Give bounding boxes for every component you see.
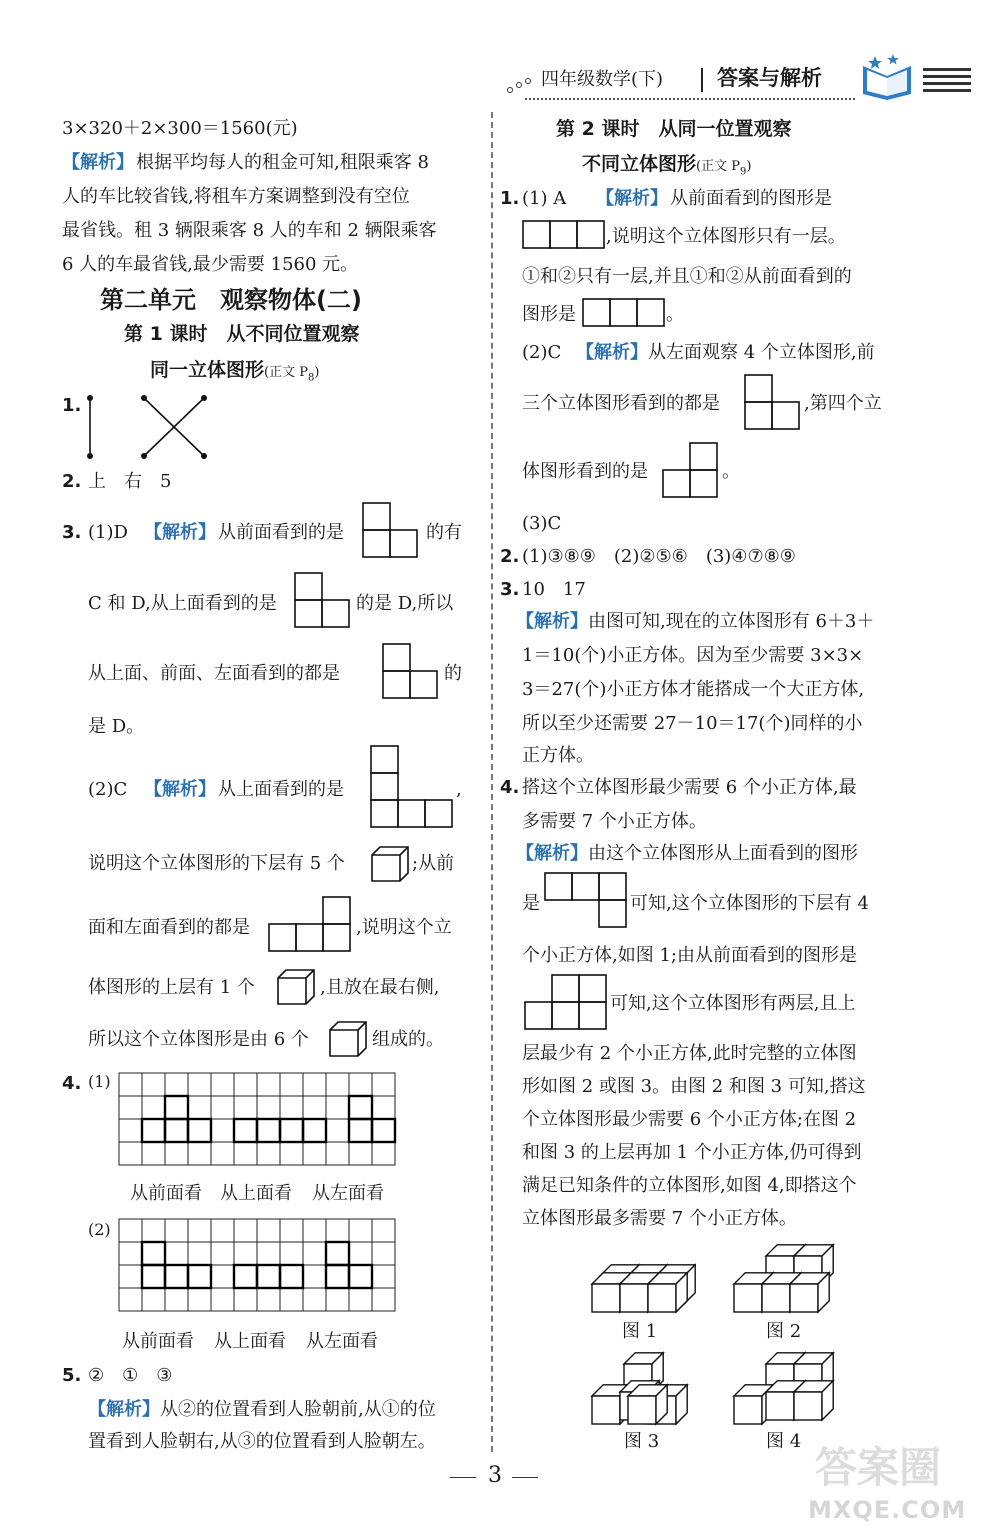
grid-cell xyxy=(142,1142,165,1165)
grid-cell xyxy=(303,1119,326,1142)
lesson1-title: 第 1 课时 从不同位置观察 xyxy=(124,323,360,345)
grid-cell xyxy=(142,1219,165,1242)
grid-cell xyxy=(257,1265,280,1288)
grid-cell xyxy=(257,1073,280,1096)
figure-caption: 图 2 xyxy=(766,1321,802,1342)
analysis-tag: 【解析】 xyxy=(516,843,588,864)
grid-cell xyxy=(165,1219,188,1242)
lesson1-subtitle: 同一立体图形(正文 $P_8$) xyxy=(150,359,320,384)
grid-cell xyxy=(211,1265,234,1288)
grid-cell xyxy=(234,1142,257,1165)
q3-text: 由图可知,现在的立体图形有 6＋3＋ xyxy=(588,611,875,632)
q4-text: 由这个立体图形从上面看到的图形 xyxy=(588,843,858,864)
analysis-tag: 【解析】 xyxy=(516,611,588,632)
grid-answer-cell xyxy=(280,1119,303,1142)
grid-cell xyxy=(234,1096,257,1119)
view-shape-figure xyxy=(524,974,608,1030)
figure-caption: 图 4 xyxy=(766,1431,802,1452)
grid-cell xyxy=(119,1242,142,1265)
q1b-text: 。 xyxy=(722,461,740,482)
grid-answer-cell xyxy=(326,1265,349,1288)
grid-cell xyxy=(303,1242,326,1265)
q3b-text: 面和左面看到的都是 xyxy=(88,917,250,938)
question-number: 3. xyxy=(62,522,82,543)
grid-cell xyxy=(188,1119,211,1142)
q1b-text: 三个立体图形看到的都是 xyxy=(522,393,720,414)
grid-cell xyxy=(211,1219,234,1242)
q4-text: 层最少有 2 个小正方体,此时完整的立体图 xyxy=(522,1043,857,1064)
grid-cell xyxy=(211,1142,234,1165)
grid-cell xyxy=(303,1073,326,1096)
grid-cell xyxy=(257,1096,280,1119)
grid-cell xyxy=(234,1119,257,1142)
q3b-label: (2)C xyxy=(88,779,128,800)
page-header xyxy=(505,60,975,104)
grid-cell xyxy=(234,1288,257,1311)
grid-cell xyxy=(211,1119,234,1142)
grid-answer-cell xyxy=(349,1096,372,1119)
q3b-text: ,且放在最右侧, xyxy=(320,977,440,998)
q3b-text: ,说明这个立 xyxy=(356,917,452,938)
grid-cell xyxy=(119,1142,142,1165)
grid-cell xyxy=(142,1073,165,1096)
lesson2-subtitle: 不同立体图形(正文 $P_9$) xyxy=(582,153,752,178)
view-shape-figure xyxy=(582,298,666,328)
q4-text: 搭这个立体图形最少需要 6 个小正方体,最 xyxy=(522,777,857,798)
book-logo-icon xyxy=(857,54,917,102)
analysis-line: 最省钱。租 3 辆限乘客 8 人的车和 2 辆限乘客 xyxy=(62,220,437,241)
figure-caption: 图 1 xyxy=(622,1321,658,1342)
grid-cell xyxy=(165,1288,188,1311)
grid-cell xyxy=(165,1073,188,1096)
q1a-text: 从前面看到的图形是 xyxy=(670,188,832,209)
figure-3-cubes xyxy=(586,1348,696,1434)
grid-cell xyxy=(326,1265,349,1288)
grid-cell xyxy=(234,1219,257,1242)
grid-cell xyxy=(119,1096,142,1119)
grid-cell xyxy=(326,1073,349,1096)
q3a-text: 的有 xyxy=(426,522,462,543)
q1b-text: 从左面观察 4 个立体图形,前 xyxy=(648,342,875,363)
figure-caption: 图 3 xyxy=(624,1431,660,1452)
grid-label: 从左面看 xyxy=(306,1331,378,1352)
view-shape-figure xyxy=(522,220,606,250)
grid-cell xyxy=(326,1288,349,1311)
grid-cell xyxy=(119,1119,142,1142)
view-shape-figure xyxy=(382,643,440,699)
grid-answer-cell xyxy=(165,1119,188,1142)
analysis-tag: 【解析】 xyxy=(88,1399,160,1420)
grid-cell xyxy=(188,1288,211,1311)
grid-answer-cell xyxy=(142,1119,165,1142)
grid-cell xyxy=(211,1073,234,1096)
watermark-url: MXQE.COM xyxy=(808,1496,967,1524)
grid-cell xyxy=(303,1288,326,1311)
page-number-rule-left xyxy=(450,1477,476,1478)
header-grade: 四年级数学(下) xyxy=(541,69,664,90)
grid-label: 从上面看 xyxy=(220,1183,292,1204)
q3a-label: (1)D xyxy=(88,522,128,543)
grid-answer-cell xyxy=(349,1265,372,1288)
watermark-logo: 答案圈 xyxy=(815,1443,942,1492)
page-number-rule-right xyxy=(512,1477,538,1478)
grid-label: 从上面看 xyxy=(214,1331,286,1352)
q1a-text: 。 xyxy=(666,304,684,325)
question-number: 2. xyxy=(500,546,520,567)
grid-cell xyxy=(142,1119,165,1142)
grid-cell xyxy=(234,1242,257,1265)
q4-text: 和图 3 的上层再加 1 个小正方体,仍可得到 xyxy=(522,1142,862,1163)
grid-cell xyxy=(211,1288,234,1311)
grid-cell xyxy=(165,1142,188,1165)
question-number: 2. xyxy=(62,471,82,492)
view-shape-figure xyxy=(268,896,354,952)
grid-cell xyxy=(326,1242,349,1265)
grid-cell xyxy=(188,1142,211,1165)
grid-cell xyxy=(188,1073,211,1096)
q3b-text: 说明这个立体图形的下层有 5 个 xyxy=(88,853,345,874)
grid-cell xyxy=(188,1219,211,1242)
q4-text: 可知,这个立体图形有两层,且上 xyxy=(610,993,856,1014)
q4-text: 可知,这个立体图形的下层有 4 xyxy=(630,893,869,914)
q3-answer: 10 17 xyxy=(522,579,586,600)
grid-cell xyxy=(372,1096,395,1119)
grid-cell xyxy=(280,1096,303,1119)
grid-cell xyxy=(119,1265,142,1288)
grid-cell xyxy=(303,1142,326,1165)
grid-cell xyxy=(326,1096,349,1119)
q3-text: 1＝10(个)小正方体。因为至少需要 3×3× xyxy=(522,645,864,666)
q1b-label: (2)C xyxy=(522,342,562,363)
lesson2-title: 第 2 课时 从同一位置观察 xyxy=(556,118,792,140)
grid-cell xyxy=(119,1073,142,1096)
cube xyxy=(648,1273,687,1312)
grid-cell xyxy=(234,1265,257,1288)
q3a-text: 的 xyxy=(444,663,462,684)
grid-cell xyxy=(119,1219,142,1242)
figure-4-cubes xyxy=(728,1348,838,1434)
q4a-label: (1) xyxy=(88,1072,111,1091)
cube-icon xyxy=(328,1020,368,1058)
grid-cell xyxy=(349,1096,372,1119)
grid-answer-cell xyxy=(257,1265,280,1288)
grid-answer-cell xyxy=(280,1265,303,1288)
grid-cell xyxy=(165,1119,188,1142)
grid-cell xyxy=(257,1219,280,1242)
grid-cell xyxy=(349,1288,372,1311)
q3a-text: 从前面看到的是 xyxy=(218,522,344,543)
q1a-label: (1) A xyxy=(522,188,567,209)
q3b-text: 所以这个立体图形是由 6 个 xyxy=(88,1029,309,1050)
grid-answer-cell xyxy=(165,1096,188,1119)
grid-cell xyxy=(257,1142,280,1165)
grid-cell xyxy=(372,1265,395,1288)
grid-cell xyxy=(372,1142,395,1165)
q3-text: 3＝27(个)小正方体才能搭成一个大正方体, xyxy=(522,679,865,700)
q1c-label: (3)C xyxy=(522,513,562,534)
grid-cell xyxy=(280,1265,303,1288)
answer-grid-2 xyxy=(118,1218,398,1326)
grid-answer-cell xyxy=(142,1265,165,1288)
grid-answer-cell xyxy=(142,1242,165,1265)
grid-cell xyxy=(142,1096,165,1119)
grid-answer-cell xyxy=(234,1119,257,1142)
q5-answer: ② ① ③ xyxy=(88,1365,173,1386)
grid-cell xyxy=(142,1288,165,1311)
cube xyxy=(790,1273,829,1312)
q1b-text: 体图形看到的是 xyxy=(522,461,648,482)
view-shape-figure xyxy=(294,572,352,628)
grid-cell xyxy=(257,1288,280,1311)
q1b-text: ,第四个立 xyxy=(804,393,882,414)
grid-answer-cell xyxy=(257,1119,280,1142)
header-lines-decoration xyxy=(923,68,971,92)
header-section: 答案与解析 xyxy=(717,66,822,90)
dots-decoration-icon xyxy=(505,76,535,96)
line-answer-figure xyxy=(80,392,220,462)
grid-answer-cell xyxy=(349,1119,372,1142)
grid-answer-cell xyxy=(303,1119,326,1142)
grid-label: 从前面看 xyxy=(130,1183,202,1204)
grid-cell xyxy=(303,1265,326,1288)
view-shape-figure xyxy=(544,872,628,928)
analysis-tag: 【解析】 xyxy=(576,342,648,363)
grid-cell xyxy=(372,1288,395,1311)
header-rule xyxy=(525,98,855,100)
grid-cell xyxy=(326,1142,349,1165)
grid-cell xyxy=(326,1219,349,1242)
q3b-text: 体图形的上层有 1 个 xyxy=(88,977,255,998)
grid-cell xyxy=(280,1242,303,1265)
analysis-tag: 【解析】 xyxy=(144,779,216,800)
question-number: 4. xyxy=(62,1073,82,1094)
grid-cell xyxy=(349,1265,372,1288)
answer-grid-1 xyxy=(118,1072,398,1180)
grid-cell xyxy=(142,1242,165,1265)
grid-cell xyxy=(280,1119,303,1142)
grid-cell xyxy=(257,1242,280,1265)
q1a-text: 图形是 xyxy=(522,304,576,325)
calc-line: 3×320＋2×300＝1560(元) xyxy=(62,118,298,139)
grid-cell xyxy=(188,1265,211,1288)
grid-cell xyxy=(280,1288,303,1311)
question-number: 1. xyxy=(500,188,520,209)
q3b-text: 组成的。 xyxy=(372,1029,444,1050)
grid-cell xyxy=(165,1242,188,1265)
cube xyxy=(794,1381,833,1420)
q2-answer: (1)③⑧⑨ (2)②⑤⑥ (3)④⑦⑧⑨ xyxy=(522,546,796,567)
q3a-text: 从上面、前面、左面看到的都是 xyxy=(88,663,340,684)
grid-cell xyxy=(188,1096,211,1119)
q3a-text: 的是 D,所以 xyxy=(356,593,454,614)
question-number: 5. xyxy=(62,1365,82,1386)
q2-answer: 上 右 5 xyxy=(88,471,172,492)
q5-text: 置看到人脸朝右,从③的位置看到人脸朝左。 xyxy=(88,1431,436,1452)
q3-text: 正方体。 xyxy=(522,745,594,766)
q1a-text: ①和②只有一层,并且①和②从前面看到的 xyxy=(522,266,852,287)
page-number: 3 xyxy=(488,1463,502,1488)
unit-title: 第二单元 观察物体(二) xyxy=(100,286,362,314)
view-shape-figure xyxy=(370,745,454,829)
header-separator xyxy=(701,68,703,92)
question-number: 4. xyxy=(500,777,520,798)
view-shape-figure xyxy=(362,502,420,558)
q4-text: 多需要 7 个小正方体。 xyxy=(522,811,707,832)
grid-cell xyxy=(372,1219,395,1242)
grid-cell xyxy=(349,1142,372,1165)
grid-cell xyxy=(349,1073,372,1096)
grid-cell xyxy=(303,1096,326,1119)
figure-2-cubes xyxy=(728,1236,838,1322)
q4-text: 个小正方体,如图 1;由从前面看到的图形是 xyxy=(522,945,857,966)
q3b-text: 从上面看到的是 xyxy=(218,779,344,800)
cube xyxy=(628,1385,667,1424)
cube-icon xyxy=(276,968,316,1006)
grid-cell xyxy=(326,1119,349,1142)
analysis-tag: 【解析】 xyxy=(596,188,668,209)
grid-cell xyxy=(280,1073,303,1096)
grid-cell xyxy=(349,1242,372,1265)
grid-cell xyxy=(280,1142,303,1165)
view-shape-figure xyxy=(662,442,720,498)
grid-answer-cell xyxy=(372,1119,395,1142)
grid-answer-cell xyxy=(326,1242,349,1265)
grid-cell xyxy=(165,1096,188,1119)
q3a-text: 是 D。 xyxy=(88,716,145,737)
grid-answer-cell xyxy=(234,1265,257,1288)
cube-icon xyxy=(370,845,410,883)
q4-text: 立体图形最多需要 7 个小正方体。 xyxy=(522,1208,797,1229)
grid-cell xyxy=(165,1265,188,1288)
grid-label: 从前面看 xyxy=(122,1331,194,1352)
grid-answer-cell xyxy=(188,1119,211,1142)
analysis-tag: 【解析】 xyxy=(62,152,134,173)
grid-cell xyxy=(349,1219,372,1242)
figure-1-cubes xyxy=(586,1258,696,1322)
grid-cell xyxy=(349,1119,372,1142)
q1a-text: ,说明这个立体图形只有一层。 xyxy=(606,226,846,247)
q4-text: 形如图 2 或图 3。由图 2 和图 3 可知,搭这 xyxy=(522,1076,866,1097)
q3b-text: , xyxy=(456,779,462,800)
q4-text: 满足已知条件的立体图形,如图 4,即搭这个 xyxy=(522,1175,857,1196)
grid-cell xyxy=(280,1219,303,1242)
grid-cell xyxy=(303,1219,326,1242)
q4-text: 是 xyxy=(522,893,540,914)
grid-cell xyxy=(372,1119,395,1142)
grid-cell xyxy=(211,1242,234,1265)
grid-cell xyxy=(234,1073,257,1096)
q4b-label: (2) xyxy=(88,1220,111,1239)
question-number: 3. xyxy=(500,579,520,600)
grid-label: 从左面看 xyxy=(312,1183,384,1204)
grid-cell xyxy=(119,1288,142,1311)
q3b-text: ;从前 xyxy=(412,853,455,874)
grid-cell xyxy=(372,1073,395,1096)
q3-text: 所以至少还需要 27－10＝17(个)同样的小 xyxy=(522,713,863,734)
analysis-tag: 【解析】 xyxy=(144,522,216,543)
grid-answer-cell xyxy=(165,1265,188,1288)
analysis-line: 根据平均每人的租金可知,租限乘客 8 xyxy=(136,152,429,173)
grid-cell xyxy=(188,1242,211,1265)
q4-text: 个立体图形最少需要 6 个小正方体;在图 2 xyxy=(522,1109,857,1130)
analysis-line: 6 人的车最省钱,最少需要 1560 元。 xyxy=(62,254,359,275)
question-number: 1. xyxy=(62,395,82,416)
grid-cell xyxy=(211,1096,234,1119)
view-shape-figure xyxy=(744,374,802,430)
q5-text: 从②的位置看到人脸朝前,从①的位 xyxy=(160,1399,436,1420)
grid-cell xyxy=(257,1119,280,1142)
grid-cell xyxy=(142,1265,165,1288)
grid-answer-cell xyxy=(188,1265,211,1288)
q3a-text: C 和 D,从上面看到的是 xyxy=(88,593,277,614)
column-divider xyxy=(491,112,493,1452)
analysis-line: 人的车比较省钱,将租车方案调整到没有空位 xyxy=(62,186,410,207)
grid-cell xyxy=(372,1242,395,1265)
